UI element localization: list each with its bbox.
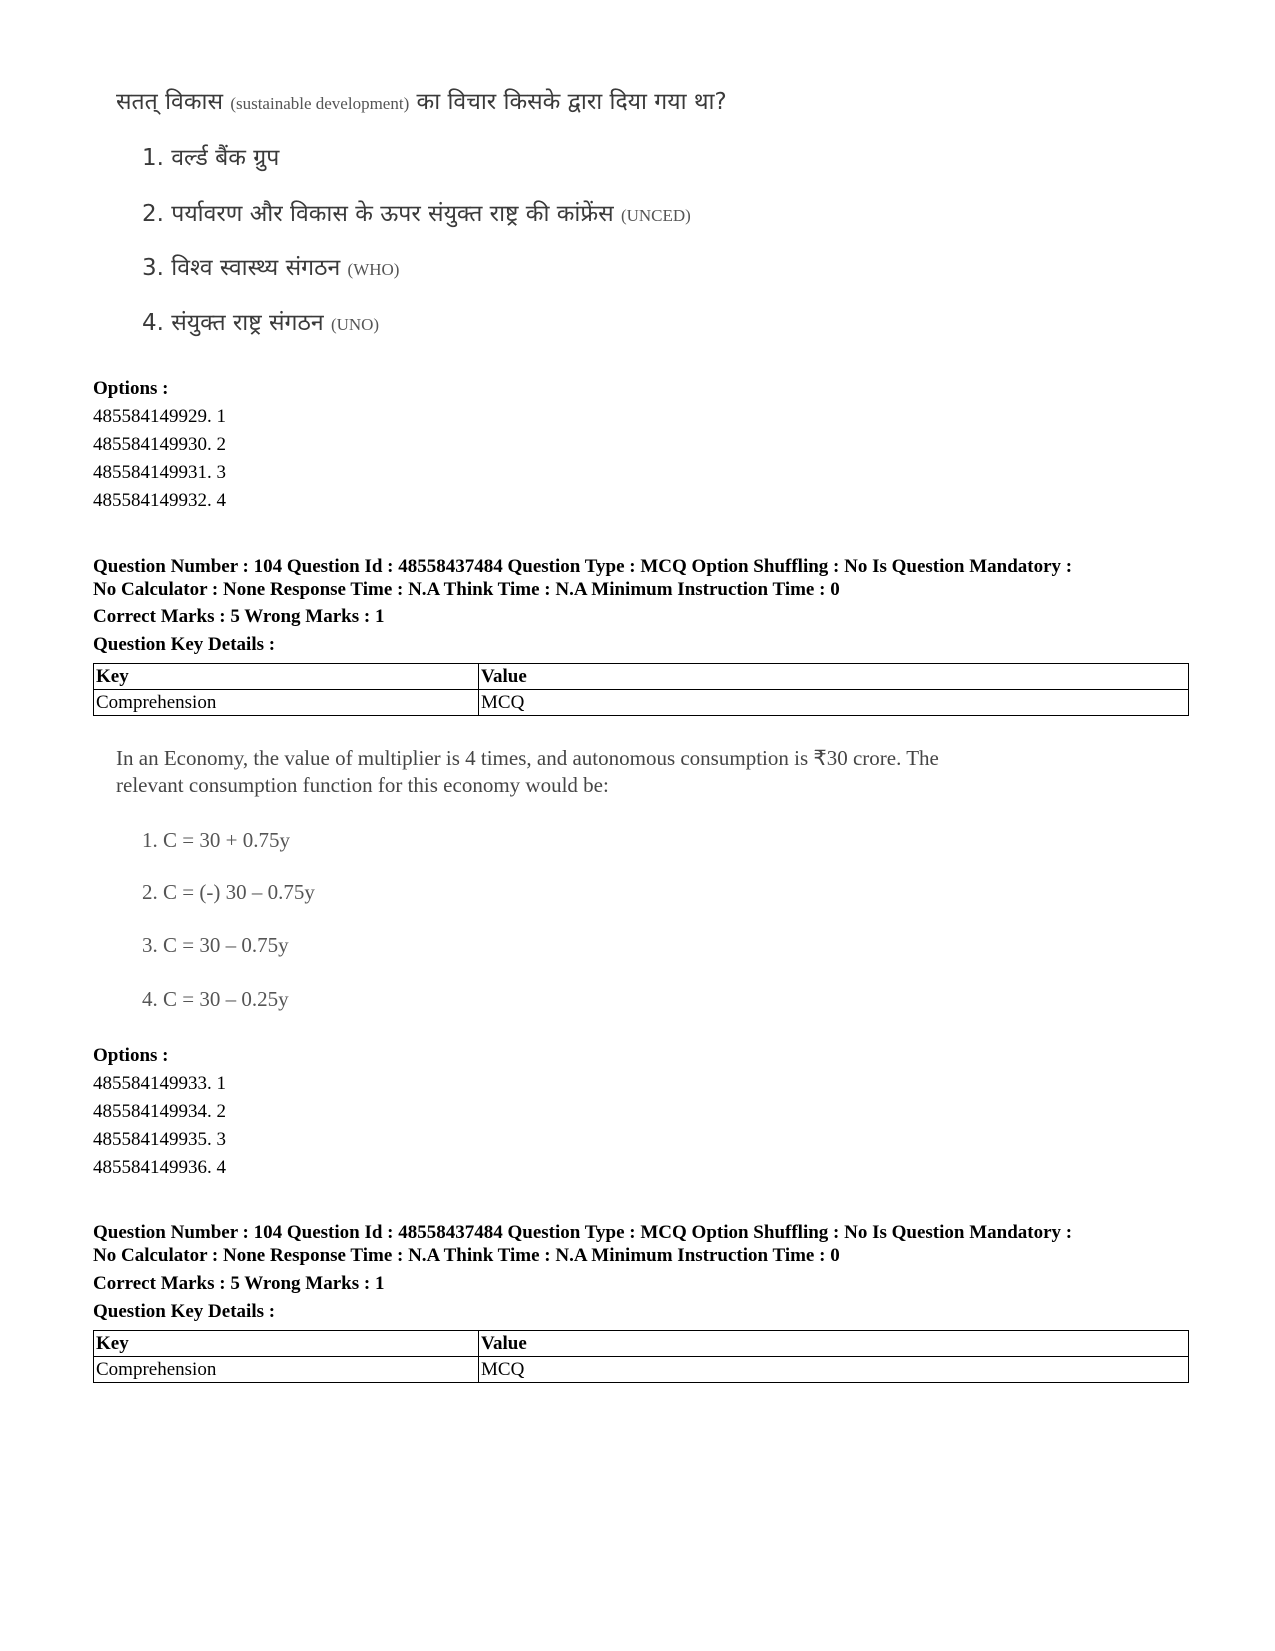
question-meta <box>93 555 1213 601</box>
table-header-key: Key <box>94 664 479 690</box>
table-header-value: Value <box>479 664 1189 690</box>
meta-line-1: Question Number : 104 Question Id : 48558437484 Question Type : MCQ Option Shuffling : No Is Question Mandatory : <box>93 556 1073 577</box>
table-header-value: Value <box>479 1331 1189 1357</box>
question-1-choice-3 <box>142 250 399 282</box>
options-list <box>93 1070 226 1182</box>
choice-text: 4. संयुक्त राष्ट्र संगठन <box>142 310 324 336</box>
choice-abbr: (UNCED) <box>620 206 691 225</box>
table-header-key: Key <box>94 1331 479 1357</box>
key-details-heading: Question Key Details : <box>93 634 276 655</box>
question-1-choice-1 <box>142 140 279 172</box>
key-details-heading: Question Key Details : <box>93 1301 276 1322</box>
key-details-table <box>93 1330 1189 1383</box>
stem-hindi-end: का विचार किसके द्वारा दिया गया था? <box>416 89 727 115</box>
choice-abbr: (WHO) <box>347 260 400 279</box>
option-item: 485584149935. 3 <box>93 1129 226 1150</box>
table-header-row <box>94 664 1189 690</box>
option-item: 485584149936. 4 <box>93 1157 226 1178</box>
choice-text: 3. विश्व स्वास्थ्य संगठन <box>142 255 341 281</box>
option-item: 485584149931. 3 <box>93 462 226 483</box>
question-2-choice-4: 4. C = 30 – 0.25y <box>142 987 289 1011</box>
meta-line-2: No Calculator : None Response Time : N.A Think Time : N.A Minimum Instruction Time : 0 <box>93 1245 840 1266</box>
options-list <box>93 403 226 515</box>
option-item: 485584149933. 1 <box>93 1073 226 1094</box>
choice-text: 2. पर्यावरण और विकास के ऊपर संयुक्त राष्ट्र की कांफ्रेंस <box>142 201 614 227</box>
question-2-choice-3: 3. C = 30 – 0.75y <box>142 933 289 957</box>
question-1-image <box>112 80 812 350</box>
question-2-stem-line-2: relevant consumption function for this economy would be: <box>116 773 609 797</box>
question-1-choice-2 <box>142 196 691 228</box>
question-meta <box>93 1221 1213 1267</box>
question-1-choice-4 <box>142 305 379 337</box>
question-1-stem <box>116 84 727 116</box>
stem-english: (sustainable development) <box>230 94 410 113</box>
meta-line-2: No Calculator : None Response Time : N.A Think Time : N.A Minimum Instruction Time : 0 <box>93 579 840 600</box>
question-2-choice-1: 1. C = 30 + 0.75y <box>142 828 290 852</box>
options-heading: Options : <box>93 378 169 399</box>
stem-hindi: सतत् विकास <box>116 89 223 115</box>
option-item: 485584149929. 1 <box>93 406 226 427</box>
table-cell-value: MCQ <box>479 1357 1189 1383</box>
option-item: 485584149932. 4 <box>93 490 226 511</box>
choice-text: 1. वर्ल्ड बैंक ग्रुप <box>142 145 280 171</box>
option-item: 485584149930. 2 <box>93 434 226 455</box>
question-2-choice-2: 2. C = (-) 30 – 0.75y <box>142 880 315 904</box>
table-row <box>94 1357 1189 1383</box>
marks-line: Correct Marks : 5 Wrong Marks : 1 <box>93 1273 385 1294</box>
table-cell-value: MCQ <box>479 690 1189 716</box>
option-item: 485584149934. 2 <box>93 1101 226 1122</box>
question-2-stem-line-1: In an Economy, the value of multiplier is 4 times, and autonomous consumption is ₹30 crore. The <box>116 746 939 770</box>
table-cell-key: Comprehension <box>94 1357 479 1383</box>
table-row <box>94 690 1189 716</box>
table-cell-key: Comprehension <box>94 690 479 716</box>
question-2-image <box>112 742 1072 1022</box>
options-heading: Options : <box>93 1045 169 1066</box>
choice-abbr: (UNO) <box>330 315 380 334</box>
key-details-table <box>93 663 1189 716</box>
marks-line: Correct Marks : 5 Wrong Marks : 1 <box>93 606 385 627</box>
meta-line-1: Question Number : 104 Question Id : 48558437484 Question Type : MCQ Option Shuffling : No Is Question Mandatory : <box>93 1222 1073 1243</box>
table-header-row <box>94 1331 1189 1357</box>
